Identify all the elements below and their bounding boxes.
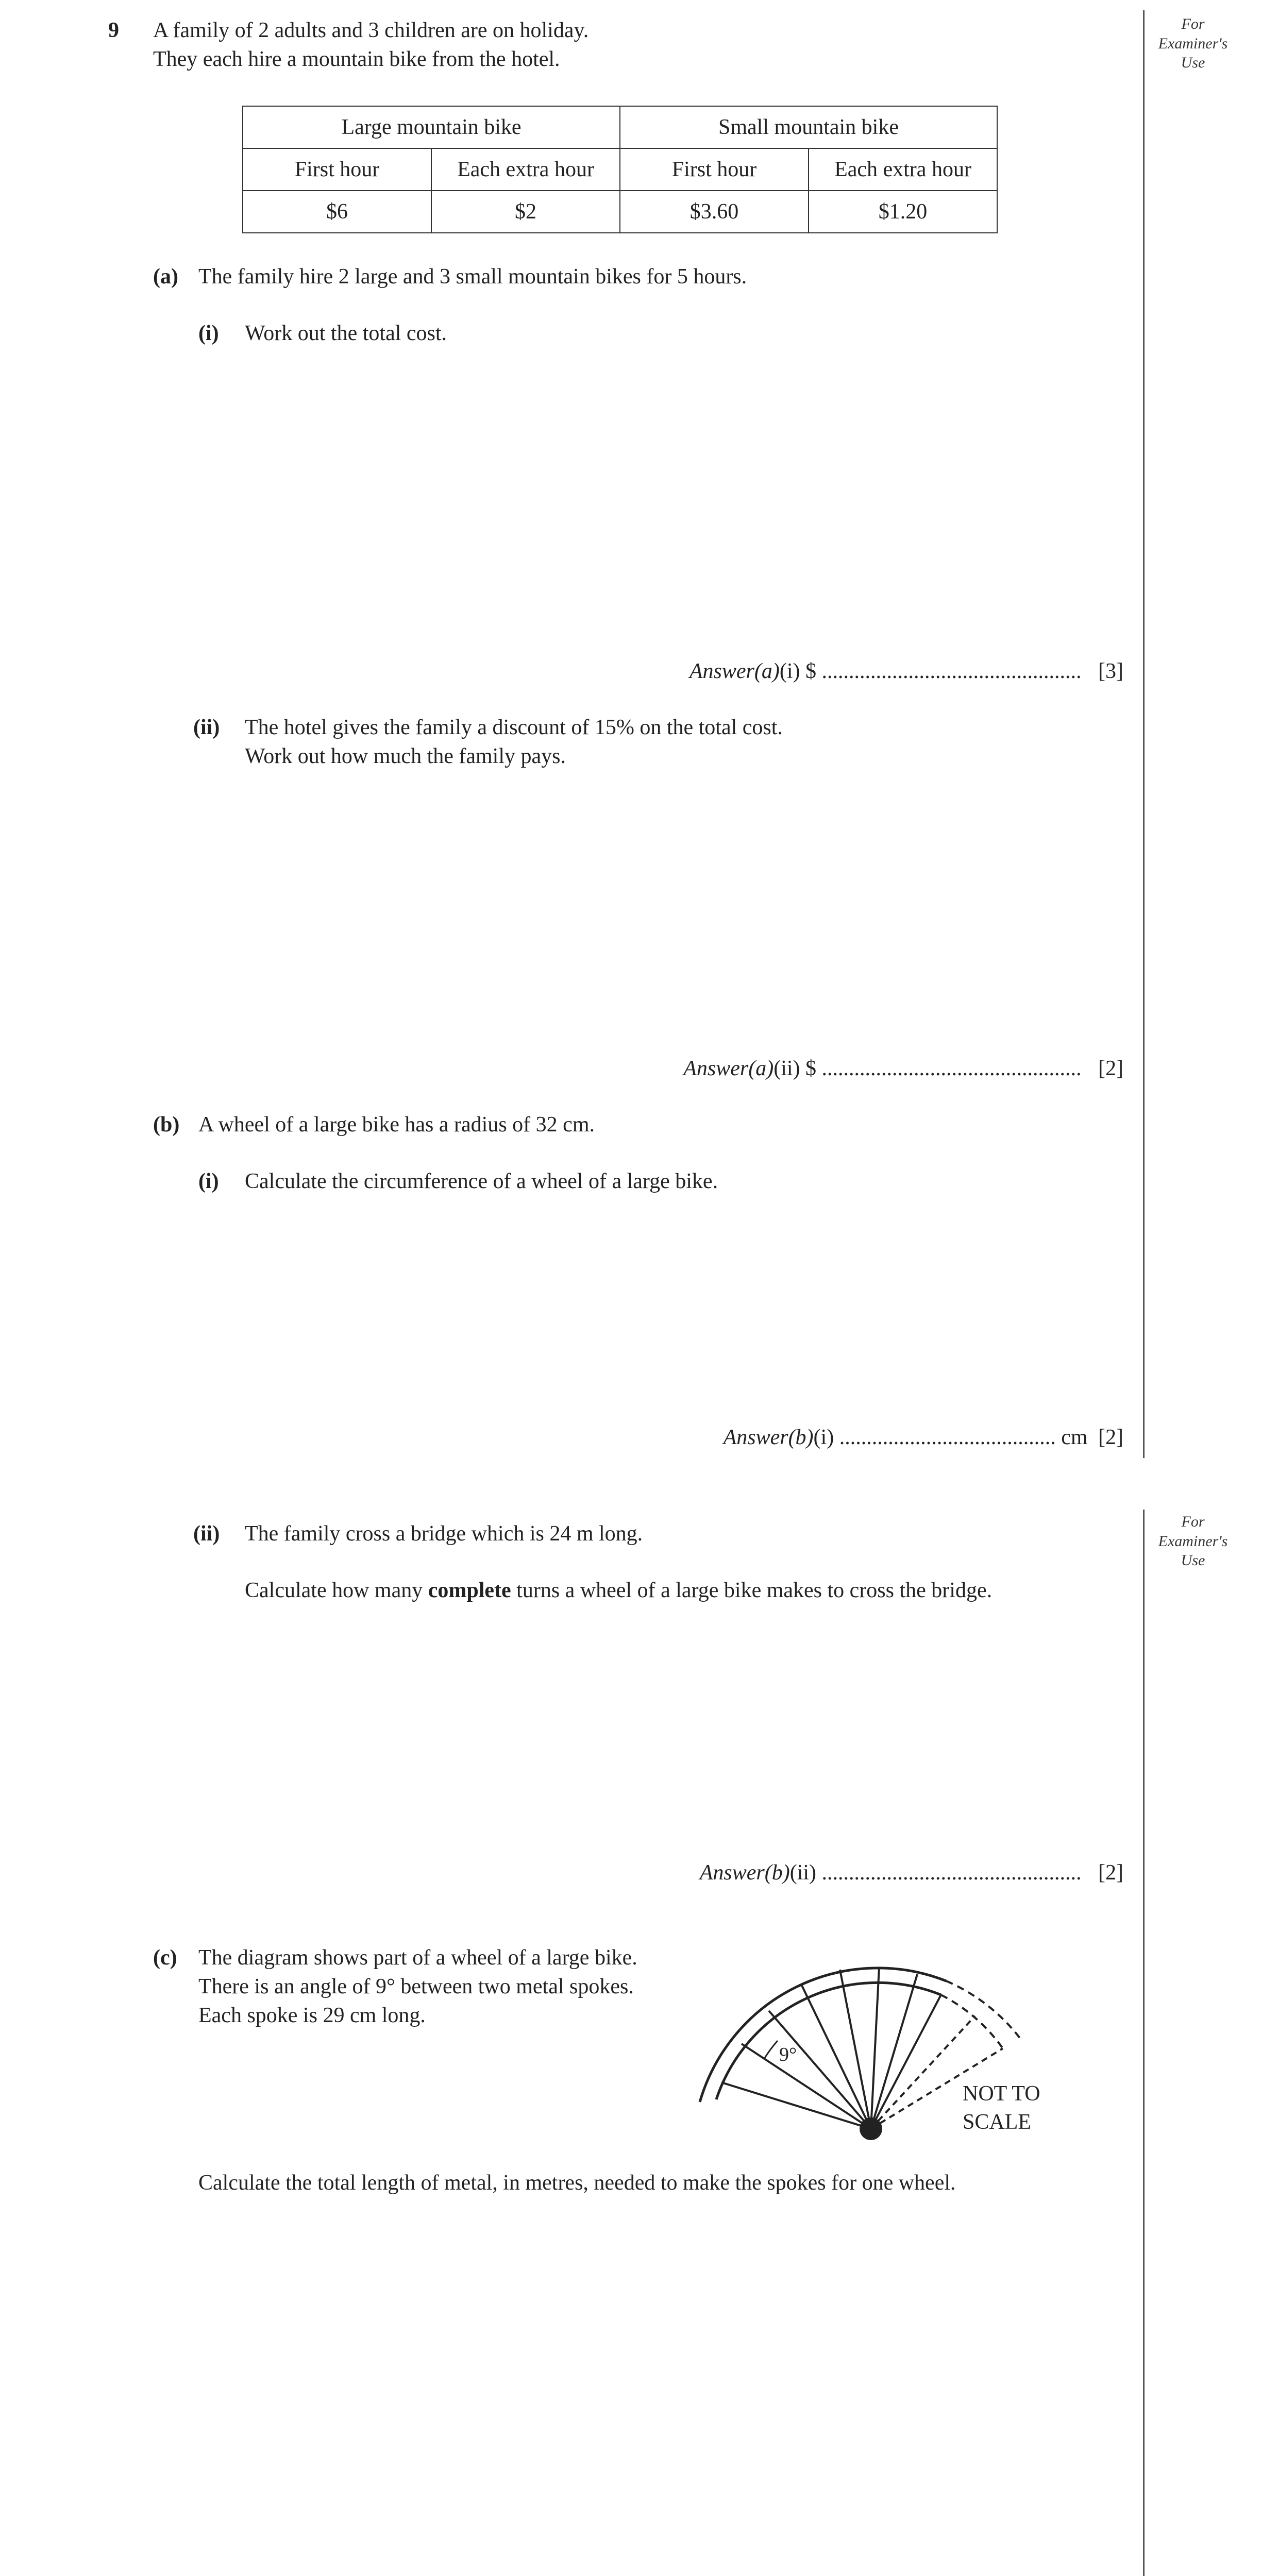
answer-line-a-i [690,657,1123,686]
table-header-row [243,148,997,191]
examiner-label-line: Examiner's [1158,35,1228,52]
table-header-cell: Each extra hour [431,148,620,191]
part-b-label: (b) [153,1113,180,1137]
answer-blank[interactable]: ................................................ [821,659,1082,683]
part-a-i-label: (i) [198,321,219,345]
marks: [3] [1098,659,1123,683]
marks: [2] [1098,1426,1123,1449]
answer-part: (ii) [789,1861,817,1885]
part-a-label: (a) [153,265,178,289]
answer-unit: cm [1061,1426,1088,1449]
marks: [2] [1098,1861,1123,1885]
answer-blank[interactable]: ................................................ [821,1861,1082,1885]
wheel-rim-dashed-inner [941,1995,1003,2048]
answer-line-b-ii [700,1859,1123,1887]
answer-blank[interactable]: ................................................ [821,1057,1082,1080]
answer-part: (i) $ [779,659,817,683]
answer-prefix: Answer(b) [723,1426,814,1449]
answer-blank[interactable]: ........................................ [839,1426,1056,1449]
part-b-ii-line-1: The family cross a bridge which is 24 m long. [245,1522,643,1546]
intro-line-1: A family of 2 adults and 3 children are on holiday. [153,19,589,42]
wheel-hub [860,2117,882,2140]
table-cell: $1.20 [809,191,997,233]
examiner-label-line: For [1181,15,1205,32]
angle-label: 9° [779,2044,797,2065]
answer-part: (i) [813,1426,834,1449]
angle-marker [764,2041,778,2059]
part-a-text: The family hire 2 large and 3 small mountain bikes for 5 hours. [198,265,747,289]
examiner-label-line: Examiner's [1158,1532,1228,1550]
spoke [721,2082,871,2129]
table-group-header: Large mountain bike [243,106,620,148]
spoke-dashed [871,2016,975,2129]
part-c-label: (c) [153,1946,177,1970]
answer-prefix: Answer(a) [683,1057,774,1080]
table-header-cell: First hour [620,148,809,191]
part-c-question: Calculate the total length of metal, in metres, needed to make the spokes for one wheel. [198,2171,956,2195]
part-c-line-1: The diagram shows part of a wheel of a large bike. [198,1946,637,1970]
wheel-rim-outer [700,1968,946,2102]
spoke [840,1970,871,2129]
answer-line-b-i [724,1423,1123,1452]
question-number: 9 [108,19,119,42]
not-to-scale-line-1: NOT TO [963,2082,1040,2106]
part-a-ii-line-2: Work out how much the family pays. [245,744,566,768]
table-header-cell: Each extra hour [809,148,997,191]
price-table [242,106,998,233]
wheel-diagram [680,1937,1092,2143]
wheel-rim-dashed-outer [946,1981,1020,2039]
examiner-margin-line-bottom [1143,1510,1145,2576]
part-b-text: A wheel of a large bike has a radius of 32 cm. [198,1113,595,1137]
spoke [769,2011,871,2129]
marks: [2] [1098,1057,1123,1080]
part-c-line-3: Each spoke is 29 cm long. [198,2004,426,2027]
part-a-ii-line-1: The hotel gives the family a discount of 15% on the total cost. [245,716,783,739]
part-a-ii-label: (ii) [193,716,220,739]
intro-line-2: They each hire a mountain bike from the hotel. [153,47,560,71]
text-segment: turns a wheel of a large bike makes to cross the bridge. [511,1579,993,1602]
text-segment: Calculate how many [245,1579,428,1602]
part-c-line-2: There is an angle of 9° between two metal spokes. [198,1975,634,1998]
part-a-i-text: Work out the total cost. [245,321,447,345]
examiner-margin-line-top [1143,10,1145,1458]
table-group-row [243,106,997,148]
part-b-i-label: (i) [198,1170,219,1193]
examiner-use-label-bottom [1149,1512,1237,1570]
examiner-label-line: Use [1181,54,1205,71]
examiner-use-label-top [1149,14,1237,73]
emphasis-complete: complete [428,1579,511,1602]
table-row [243,191,997,233]
examiner-label-line: For [1181,1513,1205,1530]
examiner-label-line: Use [1181,1552,1205,1569]
answer-prefix: Answer(b) [699,1861,790,1885]
table-cell: $2 [431,191,620,233]
table-cell: $3.60 [620,191,809,233]
part-b-ii-label: (ii) [193,1522,220,1546]
answer-prefix: Answer(a) [689,659,780,683]
table-cell: $6 [243,191,431,233]
table-header-cell: First hour [243,148,431,191]
part-b-i-text: Calculate the circumference of a wheel of a large bike. [245,1170,718,1193]
table-group-header: Small mountain bike [620,106,997,148]
answer-line-a-ii [683,1055,1123,1083]
answer-part: (ii) $ [773,1057,817,1080]
part-b-ii-line-2 [245,1577,992,1605]
not-to-scale-line-2: SCALE [963,2110,1032,2134]
